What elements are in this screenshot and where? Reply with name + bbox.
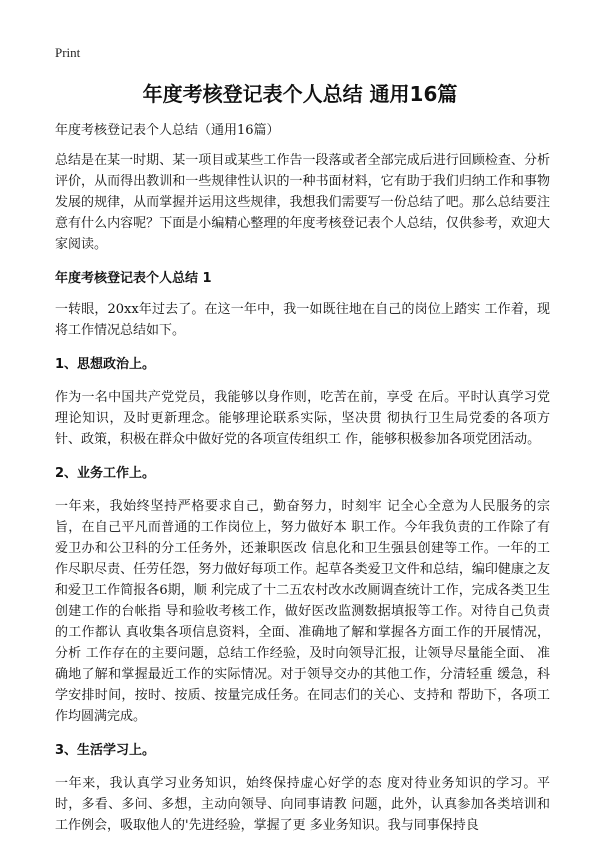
article-intro-paragraph: 一转眼，20xx年过去了。在这一年中，我一如既往地在自己的岗位上踏实 工作着，现将工作情况总结如下。	[55, 302, 550, 338]
article-heading: 年度考核登记表个人总结 1	[55, 271, 212, 286]
document-body	[55, 120, 550, 849]
document-subtitle: 年度考核登记表个人总结（通用16篇）	[55, 123, 280, 138]
print-link[interactable]: Print	[55, 45, 81, 60]
intro-paragraph: 总结是在某一时期、某一项目或某些工作告一段落或者全部完成后进行回顾检查、分析评价，从而得出教训和一些规律性认识的一种书面材料，它有助于我们归纳工作和事物发展的规律，从而掌握并运用这些规律，我想我们需要写一份总结了吧。那么总结要注意有什么内容呢？下面是小编精心整理的年度考核登记表个人总结，仅供参考，欢迎大家阅读。	[55, 153, 550, 252]
section-body-life-study: 一年来，我认真学习业务知识，始终保持虚心好学的态 度对待业务知识的学习。平时，多看、多问、多想，主动向领导、向同事请教 问题，此外，认真参加各类培训和工作例会，吸取他人的'先进经验，掌握了更 多业务知识。我与同事保持良	[55, 776, 550, 833]
section-body-political: 作为一名中国共产党党员，我能够以身作则，吃苦在前，享受 在后。平时认真学习党理论知识，及时更新理念。能够理论联系实际，坚决贯 彻执行卫生局党委的各项方针、政策，积极在群众中做好党的各项宣传组织工 作，能够积极参加各项党团活动。	[55, 390, 550, 447]
section-heading-life-study: 3、生活学习上。	[55, 743, 156, 758]
section-heading-political: 1、思想政治上。	[55, 357, 156, 372]
document-title: 年度考核登记表个人总结 通用16篇	[142, 82, 458, 106]
section-body-work: 一年来，我始终坚持严格要求自己，勤奋努力，时刻牢 记全心全意为人民服务的宗旨，在自己平凡而普通的工作岗位上，努力做好本 职工作。今年我负责的工作除了有爱卫办和公卫科的分工任务外，还兼职医改 信息化和卫生强县创建等工作。一年的工作尽职尽责、任劳任怨，努力做好每项工作。起草各类爱卫文件和总结，编印健康之友和爱卫工作简报各6期，顺 利完成了十二五农村改水改厕调查统计工作，完成各类卫生创建工作的台帐指 导和验收考核工作，做好医改监测数据填报等工作。对待自己负责的工作都认 真收集各项信息资料，全面、准确地了解和掌握各方面工作的开展情况，分析 工作存在的主要问题，总结工作经验，及时向领导汇报，让领导尽量能全面、 准确地了解和掌握最近工作的实际情况。对于领导交办的其他工作，分清轻重 缓急，科学安排时间，按时、按质、按量完成任务。在同志们的关心、支持和 帮助下，各项工作均圆满完成。	[55, 499, 550, 724]
section-heading-work: 2、业务工作上。	[55, 466, 156, 481]
